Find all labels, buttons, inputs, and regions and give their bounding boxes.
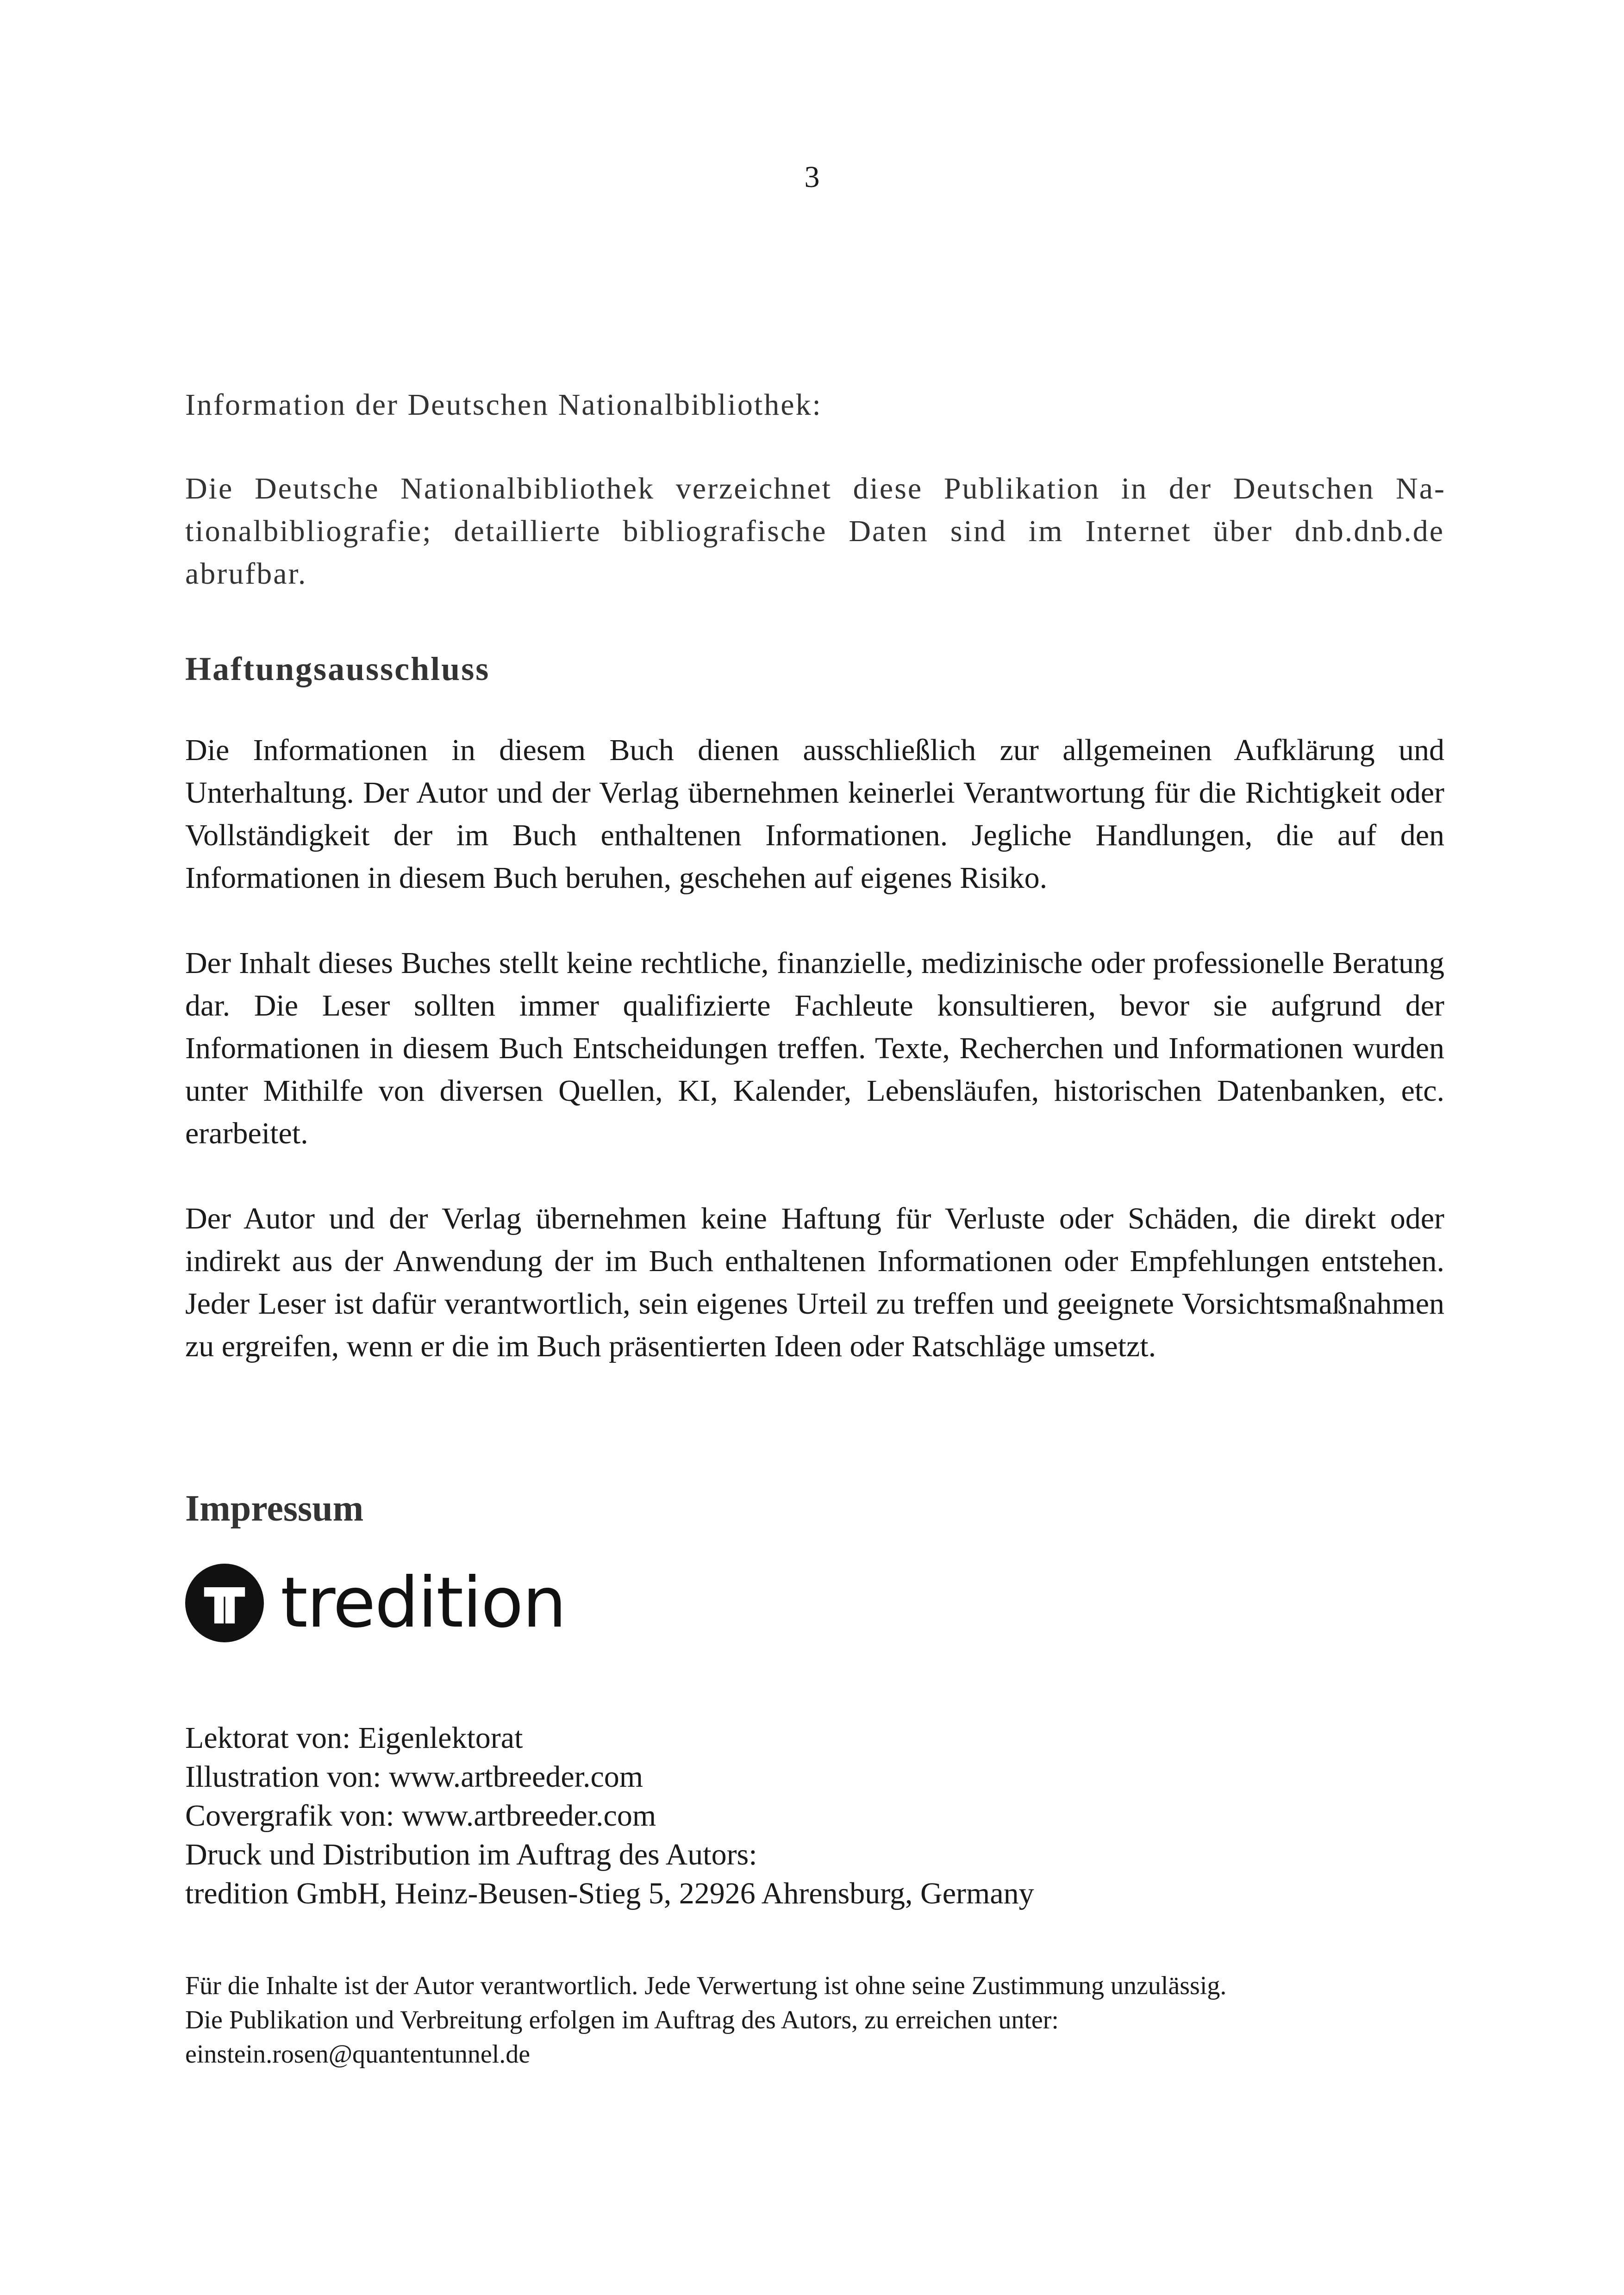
credits-block — [185, 1719, 1444, 1913]
disclaimer-paragraph-2: Der Inhalt dieses Buches stellt keine rechtliche, finanzielle, medizinische oder professionelle Beratung dar. Die Leser sollten immer qualifizierte Fachleute konsultieren, bevor sie aufgrund der Informationen in diesem Buch Entscheidungen treffen. Texte, Recherchen und Informationen wurden unter Mithilfe von diversen Quellen, KI, Kalender, Lebensläufen, historischen Datenbanken, etc. erarbeitet. — [185, 946, 1444, 1151]
tredition-logo — [185, 1557, 1444, 1649]
dnb-notice: Die Deutsche Nationalbibliothek verzeichnet diese Publikation in der Deutschen Nationalbibliografie; detaillierte bibliografische Daten sind im Internet über dnb.dnb.de abrufbar. — [185, 472, 1444, 591]
credit-line-publisher-address: tredition GmbH, Heinz-Beusen-Stieg 5, 22926 Ahrensburg, Germany — [185, 1877, 1034, 1911]
dnb-intro: Information der Deutschen Nationalbibliothek: — [185, 388, 822, 422]
credit-line-illustration: Illustration von: www.artbreeder.com — [185, 1760, 643, 1794]
credit-line-cover: Covergrafik von: www.artbreeder.com — [185, 1799, 656, 1833]
author-notice — [185, 1969, 1444, 2071]
tredition-logo-icon — [185, 1564, 264, 1642]
notice-line-email: einstein.rosen@quantentunnel.de — [185, 2040, 531, 2069]
disclaimer-heading: Haftungsausschluss — [185, 650, 490, 687]
disclaimer-paragraph-1: Die Informationen in diesem Buch dienen ausschließlich zur allgemeinen Aufklärung und Unterhaltung. Der Autor und der Verlag übernehmen keinerlei Verantwortung für die Richtigkeit oder Vollständigkeit der im Buch enthaltenen Informationen. Jegliche Handlungen, die auf den Informationen in diesem Buch beruhen, geschehen auf eigenes Risiko. — [185, 733, 1444, 895]
credit-line-distribution: Druck und Distribution im Auftrag des Autors: — [185, 1838, 757, 1872]
page-number: 3 — [804, 160, 820, 194]
disclaimer-paragraph-3: Der Autor und der Verlag übernehmen keine Haftung für Verluste oder Schäden, die direkt oder indirekt aus der Anwendung der im Buch enthaltenen Informationen oder Empfehlungen entstehen. Jeder Leser ist dafür verantwortlich, sein eigenes Urteil zu treffen und geeignete Vorsichtsmaßnahmen zu ergreifen, wenn er die im Buch präsentierten Ideen oder Ratschläge umsetzt. — [185, 1202, 1444, 1364]
impressum-heading: Impressum — [185, 1488, 364, 1529]
notice-line-responsibility: Für die Inhalte ist der Autor verantwortlich. Jede Verwertung ist ohne seine Zustimmung unzulässig. — [185, 1971, 1227, 2001]
tredition-logo-text: tredition — [281, 1563, 566, 1644]
notice-line-publication: Die Publikation und Verbreitung erfolgen im Auftrag des Autors, zu erreichen unter: — [185, 2006, 1059, 2035]
credit-line-editing: Lektorat von: Eigenlektorat — [185, 1721, 523, 1755]
page-content — [185, 384, 1444, 2071]
